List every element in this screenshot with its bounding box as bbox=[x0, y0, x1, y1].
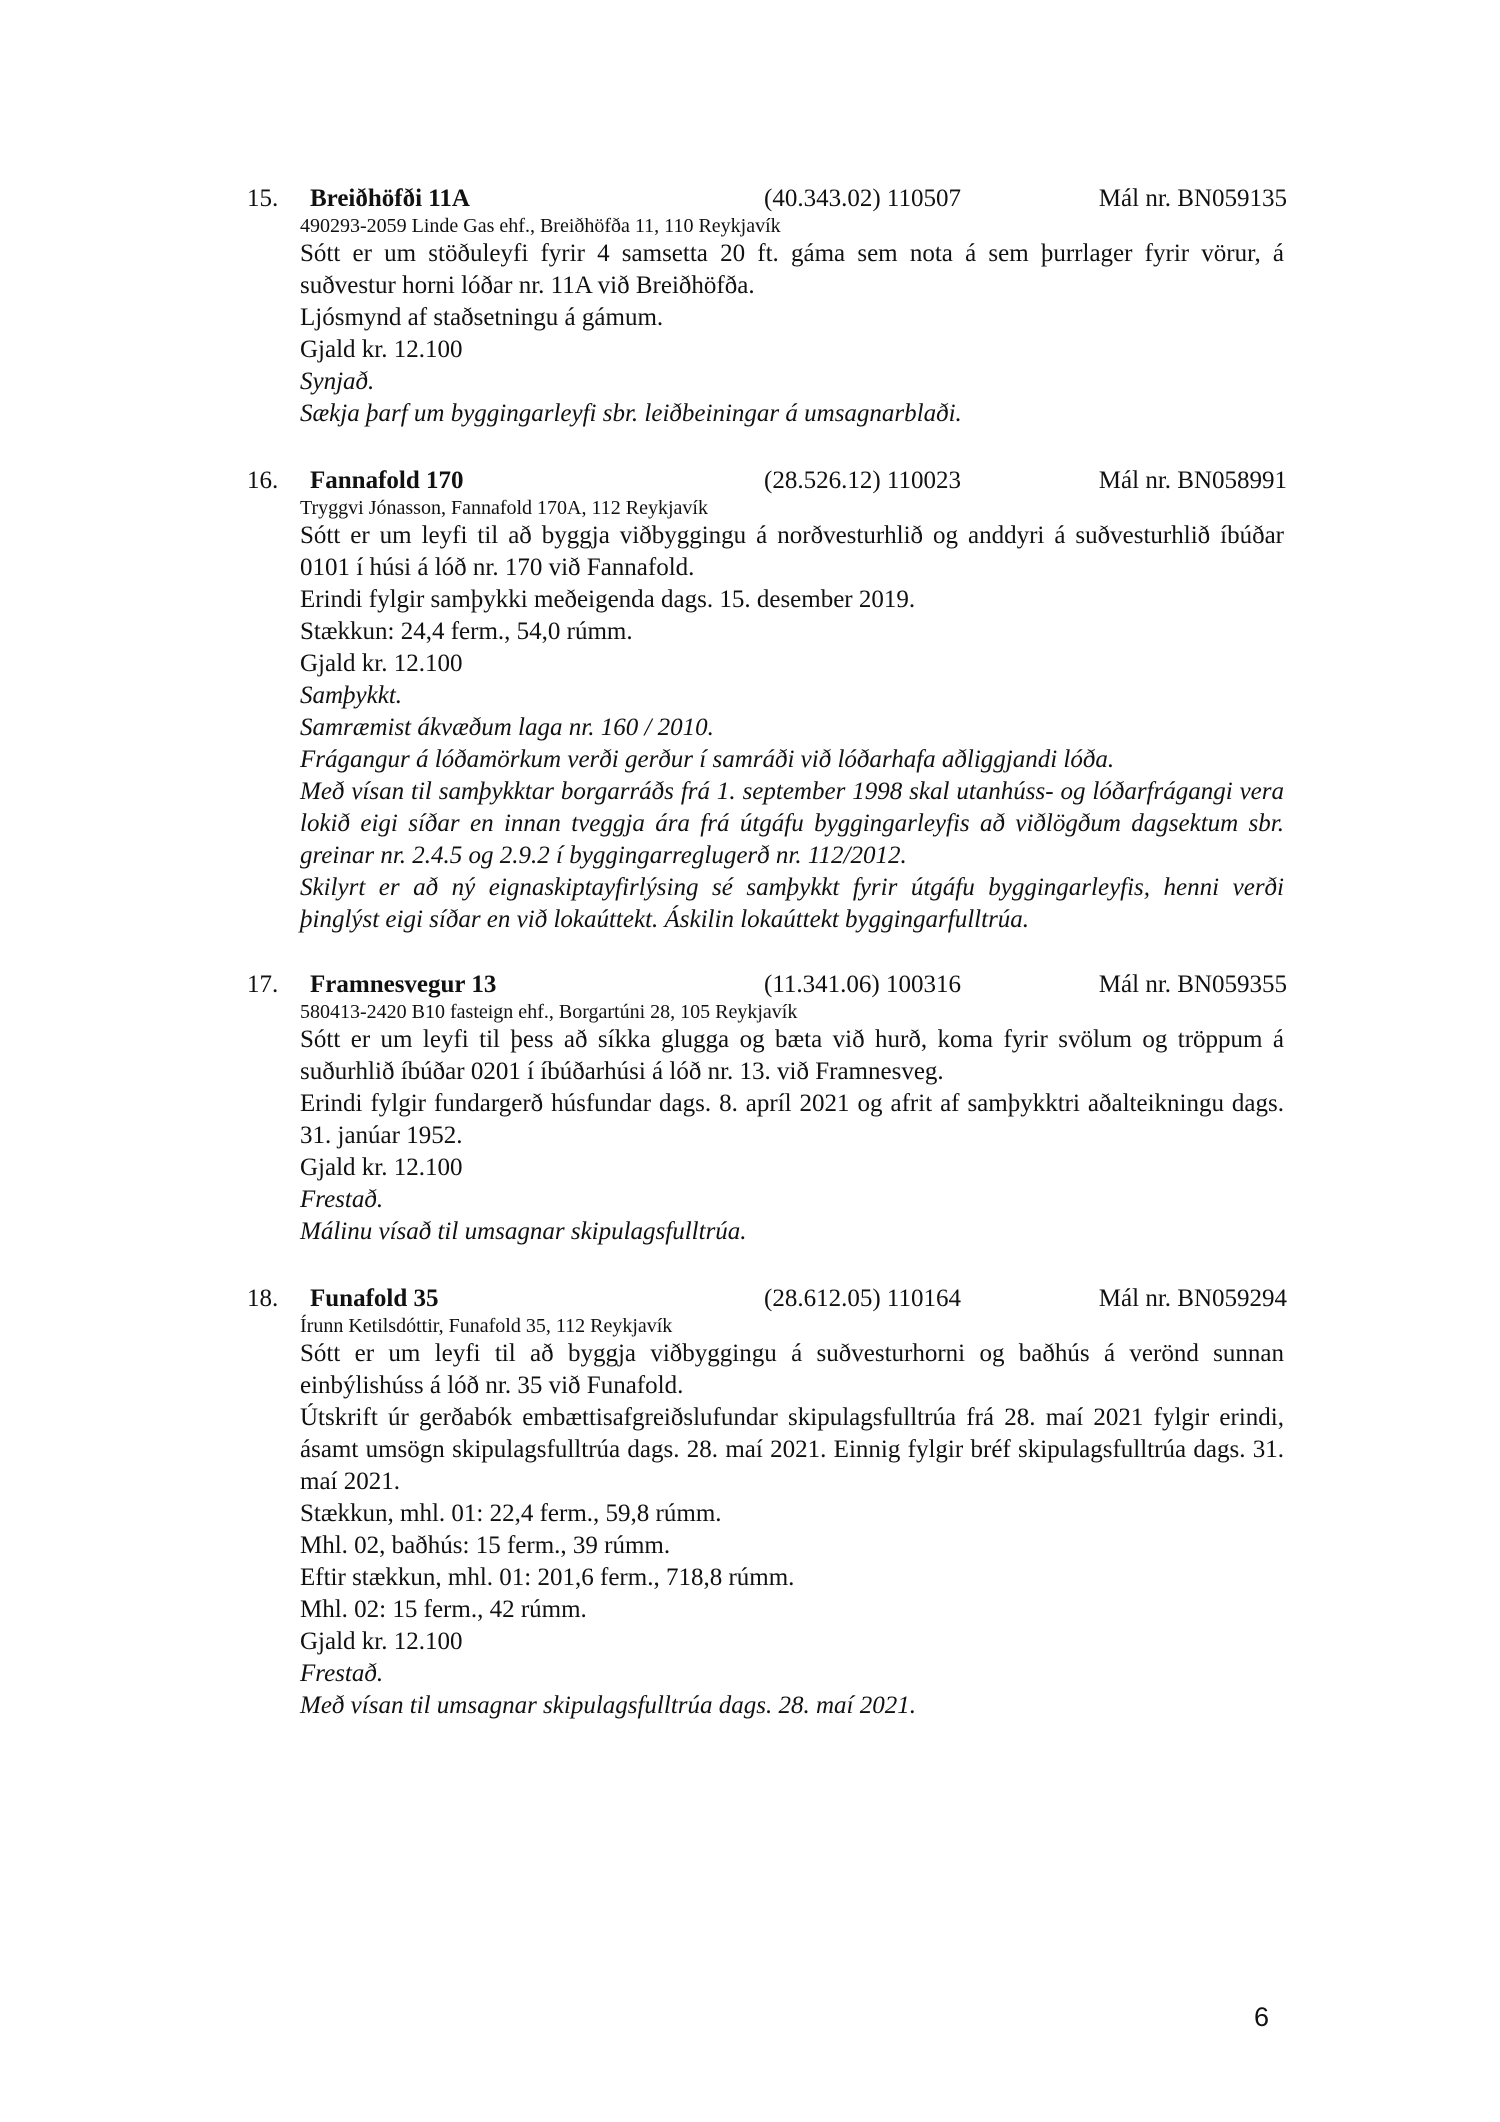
decision-text: Frestað. bbox=[300, 1660, 384, 1687]
case-body bbox=[300, 520, 1284, 936]
property-code: (28.612.05) 110164 bbox=[764, 1285, 961, 1312]
decision-text: Samræmist ákvæðum laga nr. 160 / 2010. bbox=[300, 714, 714, 741]
property-code: (11.341.06) 100316 bbox=[764, 971, 961, 998]
decision-text: Synjað. bbox=[300, 368, 375, 395]
body-text: Gjald kr. 12.100 bbox=[300, 1154, 463, 1181]
case-id: Mál nr. BN059355 bbox=[1098, 971, 1287, 998]
decision-text: Með vísan til samþykktar borgarráðs frá 1. september 1998 skal utanhúss- og lóðarfrágangi vera lokið eigi síðar en innan tveggja ára frá útgáfu byggingarleyfis að viðlögðum dagsektum sbr. greinar nr. 2.4.5 og 2.9.2 í byggingarreglugerð nr. 112/2012. bbox=[300, 778, 1284, 869]
applicant: 490293-2059 Linde Gas ehf., Breiðhöfða 11, 110 Reykjavík bbox=[300, 215, 781, 237]
applicant: Írunn Ketilsdóttir, Funafold 35, 112 Reykjavík bbox=[300, 1315, 673, 1337]
case-number: 15. bbox=[247, 185, 279, 212]
body-text: Erindi fylgir fundargerð húsfundar dags. 8. apríl 2021 og afrit af samþykktri aðalteikningu dags. 31. janúar 1952. bbox=[300, 1090, 1284, 1149]
case-header bbox=[247, 182, 1287, 215]
case-title: Framnesvegur 13 bbox=[310, 971, 497, 998]
property-code: (40.343.02) 110507 bbox=[764, 185, 961, 212]
applicant: 580413-2420 B10 fasteign ehf., Borgartúni 28, 105 Reykjavík bbox=[300, 1001, 798, 1023]
page-number: 6 bbox=[1254, 2002, 1270, 2032]
case-body bbox=[300, 1024, 1284, 1248]
body-text: Stækkun: 24,4 ferm., 54,0 rúmm. bbox=[300, 618, 633, 645]
body-text: Eftir stækkun, mhl. 01: 201,6 ferm., 718,8 rúmm. bbox=[300, 1564, 795, 1591]
body-text: Erindi fylgir samþykki meðeigenda dags. 15. desember 2019. bbox=[300, 586, 916, 613]
case-body bbox=[300, 1338, 1284, 1722]
case-header bbox=[247, 1282, 1287, 1315]
body-text: Ljósmynd af staðsetningu á gámum. bbox=[300, 304, 664, 331]
applicant: Tryggvi Jónasson, Fannafold 170A, 112 Reykjavík bbox=[300, 497, 708, 519]
case-body bbox=[300, 238, 1284, 430]
body-text: Gjald kr. 12.100 bbox=[300, 650, 463, 677]
body-text: Útskrift úr gerðabók embættisafgreiðslufundar skipulagsfulltrúa frá 28. maí 2021 fylgir erindi, ásamt umsögn skipulagsfulltrúa dags. 28. maí 2021. Einnig fylgir bréf skipulagsfulltrúa dags. 31. maí 2021. bbox=[300, 1404, 1284, 1495]
decision-text: Með vísan til umsagnar skipulagsfulltrúa dags. 28. maí 2021. bbox=[300, 1692, 916, 1719]
case-header bbox=[247, 464, 1287, 497]
body-text: Gjald kr. 12.100 bbox=[300, 1628, 463, 1655]
case-item bbox=[247, 968, 1287, 1248]
case-item bbox=[247, 182, 1287, 430]
case-item bbox=[247, 1282, 1287, 1722]
body-text: Mhl. 02: 15 ferm., 42 rúmm. bbox=[300, 1596, 587, 1623]
case-id: Mál nr. BN059294 bbox=[1098, 1285, 1287, 1312]
decision-text: Skilyrt er að ný eignaskiptayfirlýsing sé samþykkt fyrir útgáfu byggingarleyfis, henni verði þinglýst eigi síðar en við lokaúttekt. Áskilin lokaúttekt byggingarfulltrúa. bbox=[300, 874, 1284, 933]
decision-text: Samþykkt. bbox=[300, 682, 403, 709]
decision-text: Frestað. bbox=[300, 1186, 384, 1213]
case-number: 18. bbox=[247, 1285, 279, 1312]
body-text: Stækkun, mhl. 01: 22,4 ferm., 59,8 rúmm. bbox=[300, 1500, 722, 1527]
case-id: Mál nr. BN058991 bbox=[1098, 467, 1287, 494]
decision-text: Sækja þarf um byggingarleyfi sbr. leiðbeiningar á umsagnarblaði. bbox=[300, 400, 962, 427]
case-item bbox=[247, 464, 1287, 936]
body-text: Gjald kr. 12.100 bbox=[300, 336, 463, 363]
case-header bbox=[247, 968, 1287, 1001]
body-text: Sótt er um leyfi til að byggja viðbyggingu á norðvesturhlið og anddyri á suðvesturhlið íbúðar 0101 í húsi á lóð nr. 170 við Fannafold. bbox=[300, 522, 1284, 581]
case-title: Fannafold 170 bbox=[310, 467, 464, 494]
decision-text: Málinu vísað til umsagnar skipulagsfulltrúa. bbox=[300, 1218, 747, 1245]
case-id: Mál nr. BN059135 bbox=[1098, 185, 1287, 212]
case-title: Funafold 35 bbox=[310, 1285, 439, 1312]
decision-text: Frágangur á lóðamörkum verði gerður í samráði við lóðarhafa aðliggjandi lóða. bbox=[300, 746, 1115, 773]
body-text: Sótt er um leyfi til að byggja viðbyggingu á suðvesturhorni og baðhús á verönd sunnan einbýlishúss á lóð nr. 35 við Funafold. bbox=[300, 1340, 1284, 1399]
case-title: Breiðhöfði 11A bbox=[310, 185, 470, 212]
body-text: Sótt er um stöðuleyfi fyrir 4 samsetta 20 ft. gáma sem nota á sem þurrlager fyrir vörur, á suðvestur horni lóðar nr. 11A við Breiðhöfða. bbox=[300, 240, 1284, 299]
body-text: Mhl. 02, baðhús: 15 ferm., 39 rúmm. bbox=[300, 1532, 671, 1559]
case-number: 16. bbox=[247, 467, 279, 494]
body-text: Sótt er um leyfi til þess að síkka glugga og bæta við hurð, koma fyrir svölum og tröppum á suðurhlið íbúðar 0201 í íbúðarhúsi á lóð nr. 13. við Framnesveg. bbox=[300, 1026, 1284, 1085]
case-number: 17. bbox=[247, 971, 279, 998]
property-code: (28.526.12) 110023 bbox=[764, 467, 961, 494]
